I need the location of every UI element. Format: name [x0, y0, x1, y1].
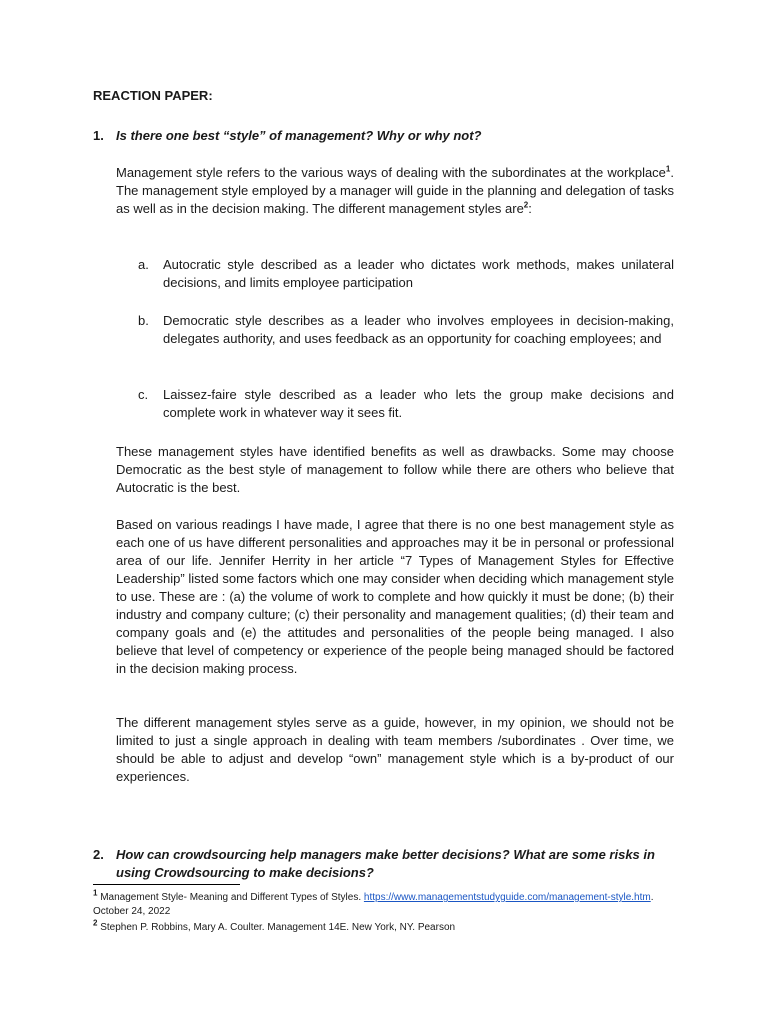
list-item-text: Democratic style describes as a leader who involves employees in decision-making, delegates authority, and uses feedback as an opportunity for coaching employees; and [163, 313, 674, 346]
question-2-text: How can crowdsourcing help managers make better decisions? What are some risks in using Crowdsourcing to make decisions? [116, 847, 655, 880]
footnote-ref-2[interactable]: 2 [523, 200, 529, 210]
footnote-ref-1[interactable]: 1 [665, 164, 671, 174]
list-item-text: Autocratic style described as a leader who dictates work methods, makes unilateral decisions, and limits employee participation [163, 257, 674, 290]
question-2-number: 2. [93, 847, 104, 862]
paragraph-1-part-c: : [528, 201, 532, 216]
paragraph-management-style [116, 164, 674, 218]
footnote-2-text: Stephen P. Robbins, Mary A. Coulter. Management 14E. New York, NY. Pearson [97, 922, 456, 933]
paragraph-1-part-a: Management style refers to the various ways of dealing with the subordinates at the workplace [116, 165, 666, 180]
footnote-1 [93, 888, 675, 919]
footnote-1-text: Management Style- Meaning and Different Types of Styles. [97, 892, 364, 903]
footnote-1-link[interactable]: https://www.managementstudyguide.com/management-style.htm [363, 892, 651, 903]
question-1 [93, 127, 675, 145]
question-1-text: Is there one best “style” of management? Why or why not? [116, 128, 482, 143]
paragraph-benefits-drawbacks: These management styles have identified benefits as well as drawbacks. Some may choose Democratic as the best style of management to follow while there are others who believe that Autocratic is the best. [116, 444, 674, 495]
paragraph-conclusion: The different management styles serve as a guide, however, in my opinion, we should not be limited to just a single approach in dealing with team members /subordinates . Over time, we should be able to adjust and develop “own” management style which is a by-product of our experiences. [116, 715, 674, 784]
question-2 [93, 846, 675, 882]
footnote-1-date: . October 24, 2022 [93, 892, 654, 917]
footnote-2 [93, 918, 675, 935]
list-item-democratic [138, 312, 674, 348]
list-marker: c. [138, 387, 149, 402]
list-item-autocratic [138, 256, 674, 292]
paragraph-readings: Based on various readings I have made, I agree that there is no one best management style as each one of us have different personalities and approaches may it be in personal or professional area of our life. Jennifer Herrity in her article “7 Types of Management Styles for Effective Leadership” listed some factors which one may consider when deciding which management style to use. These are : (a) the volume of work to complete and how quickly it must be done; (b) their industry and company culture; (c) their personality and management qualities; (d) their team and company goals and (e) the attitudes and personalities of the people being managed. I also believe that level of competency or experience of the people being managed should be factored in the decision making process. [116, 517, 674, 676]
list-marker: b. [138, 313, 149, 328]
question-1-number: 1. [93, 128, 104, 143]
document-title: REACTION PAPER: [93, 88, 213, 103]
footnote-2-number: 2 [93, 918, 98, 928]
list-item-laissez-faire [138, 386, 674, 422]
footnote-separator [93, 884, 240, 885]
list-marker: a. [138, 257, 149, 272]
paragraph-1-part-b: . The management style employed by a manager will guide in the planning and delegation of tasks as well as in the decision making. The different management styles are [116, 165, 674, 216]
list-item-text: Laissez-faire style described as a leader who lets the group make decisions and complete work in whatever way it sees fit. [163, 387, 674, 420]
footnote-1-number: 1 [93, 888, 98, 898]
